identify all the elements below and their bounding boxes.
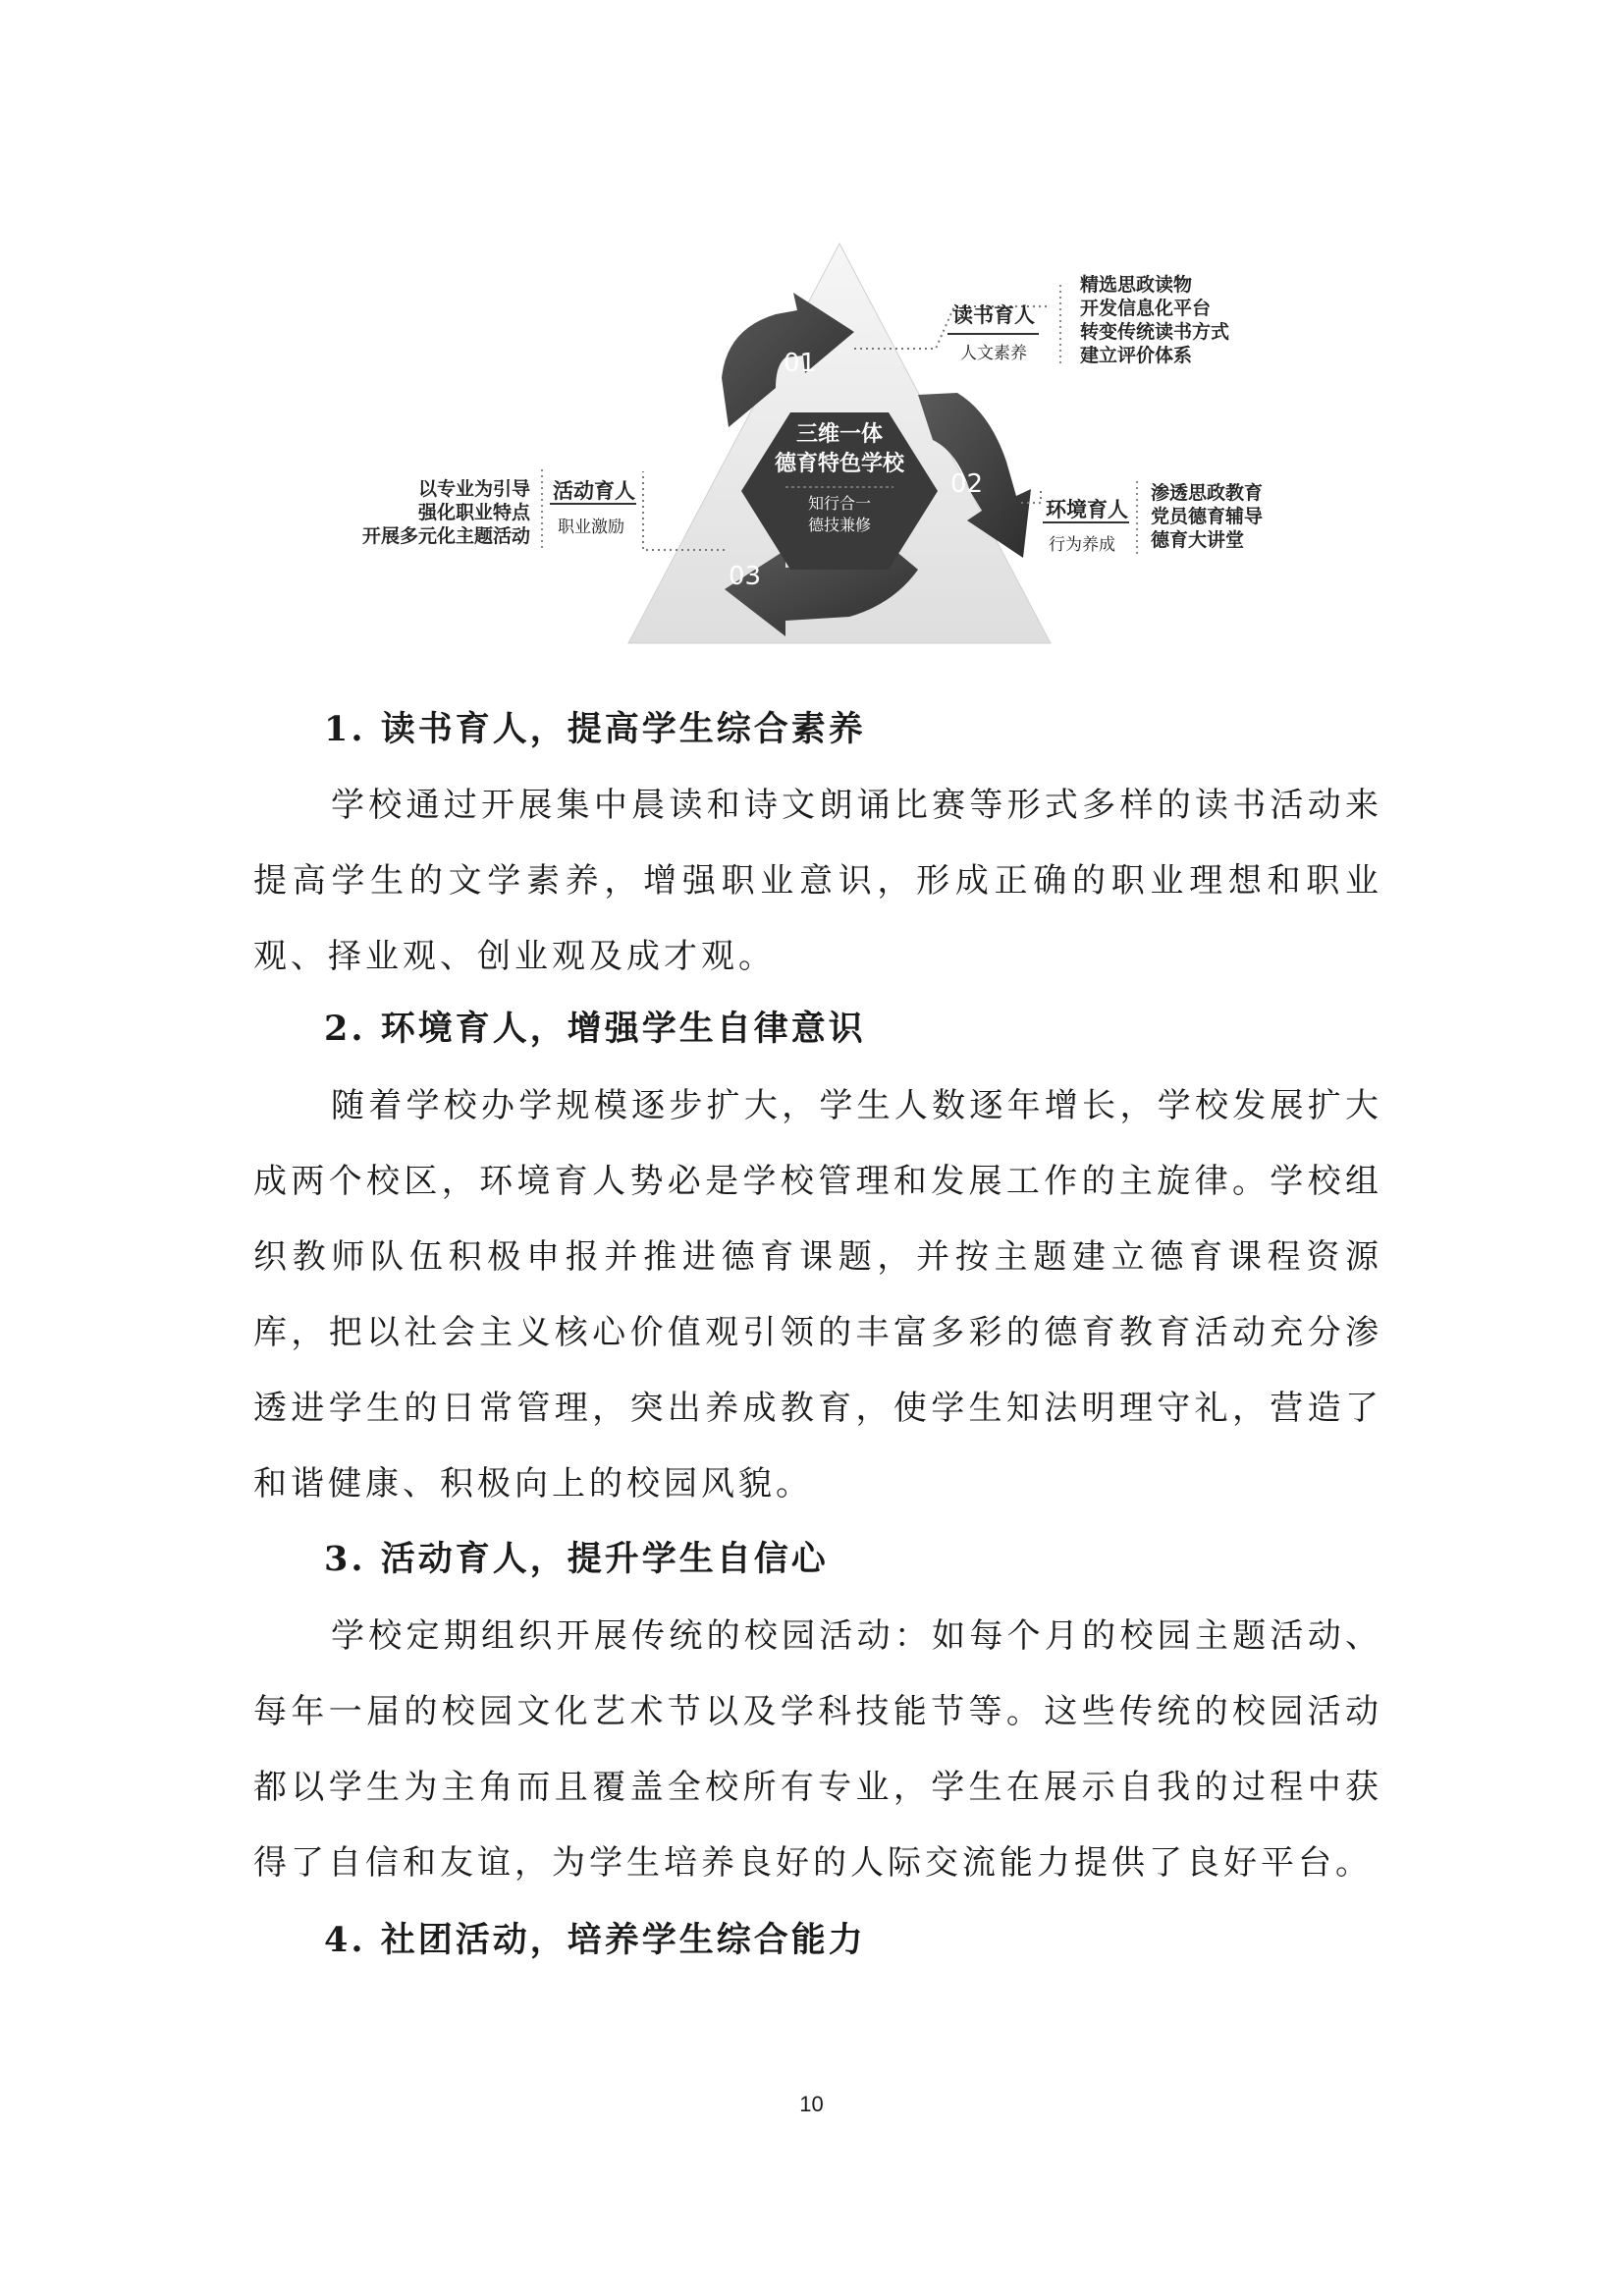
branch-item: 党员德育辅导 (1151, 506, 1264, 527)
section-heading-3: 3. 活动育人，提升学生自信心 (324, 1539, 829, 1579)
section-body-3: 学校定期组织开展传统的校园活动：如每个月的校园主题活动、每年一届的校园文化艺术节以及学科技能节等。这些传统的校园活动都以学生为主角而且覆盖全校所有专业，学生在展示自我的过程中获得了自信和友谊，为学生培养良好的人际交流能力提供了良好平台。 (253, 1616, 1382, 1883)
diagram-graphic (0, 0, 1623, 668)
branch-number-03: 03 (729, 562, 762, 591)
section-heading-2: 2. 环境育人，增强学生自律意识 (324, 1009, 866, 1049)
branch-items-02 (1151, 481, 1263, 552)
center-title-line1: 三维一体 (795, 422, 883, 447)
section-heading-1: 1. 读书育人，提高学生综合素养 (324, 709, 866, 749)
page-number: 10 (799, 2092, 824, 2116)
moral-education-diagram (0, 0, 1623, 668)
branch-item: 开展多元化主题活动 (361, 525, 530, 547)
center-title-line2: 德育特色学校 (774, 452, 904, 476)
branch-item: 渗透思政教育 (1151, 482, 1264, 504)
center-sub-line1: 知行合一 (807, 494, 871, 513)
center-subtitle (741, 493, 938, 536)
section-body-1: 学校通过开展集中晨读和诗文朗诵比赛等形式多样的读书活动来提高学生的文学素养，增强职业意识，形成正确的职业理想和职业观、择业观、创业观及成才观。 (253, 786, 1382, 976)
branch-item: 转变传统读书方式 (1080, 321, 1230, 343)
branch-item: 以专业为引导 (417, 478, 530, 500)
section-body-2: 随着学校办学规模逐步扩大，学生人数逐年增长，学校发展扩大成两个校区，环境育人势必是学校管理和发展工作的主旋律。学校组织教师队伍积极申报并推进德育课题，并按主题建立德育课程资源库，把以社会主义核心价值观引领的丰富多彩的德育教育活动充分渗透进学生的日常管理，突出养成教育，使学生知法明理守礼，营造了和谐健康、积极向上的校园风貌。 (253, 1086, 1382, 1503)
branch-title-03: 活动育人 (553, 479, 635, 503)
branch-item: 开发信息化平台 (1080, 298, 1212, 319)
branch-title-01: 读书育人 (952, 303, 1035, 327)
branch-items-03 (329, 477, 530, 548)
branch-number-01: 01 (784, 349, 817, 378)
branch-item: 建立评价体系 (1080, 345, 1193, 366)
center-title (741, 420, 938, 479)
branch-number-02: 02 (950, 469, 984, 499)
center-sub-line2: 德技兼修 (807, 516, 871, 534)
branch-item: 德育大讲堂 (1151, 529, 1245, 551)
section-heading-4: 4. 社团活动，培养学生综合能力 (324, 1920, 866, 1960)
branch-item: 精选思政读物 (1080, 274, 1193, 296)
branch-items-01 (1080, 273, 1229, 367)
branch-subtitle-03: 职业激励 (558, 518, 624, 537)
branch-subtitle-02: 行为养成 (1049, 535, 1115, 555)
branch-item: 强化职业特点 (417, 502, 530, 523)
branch-title-02: 环境育人 (1046, 498, 1128, 521)
branch-subtitle-01: 人文素养 (960, 344, 1027, 363)
